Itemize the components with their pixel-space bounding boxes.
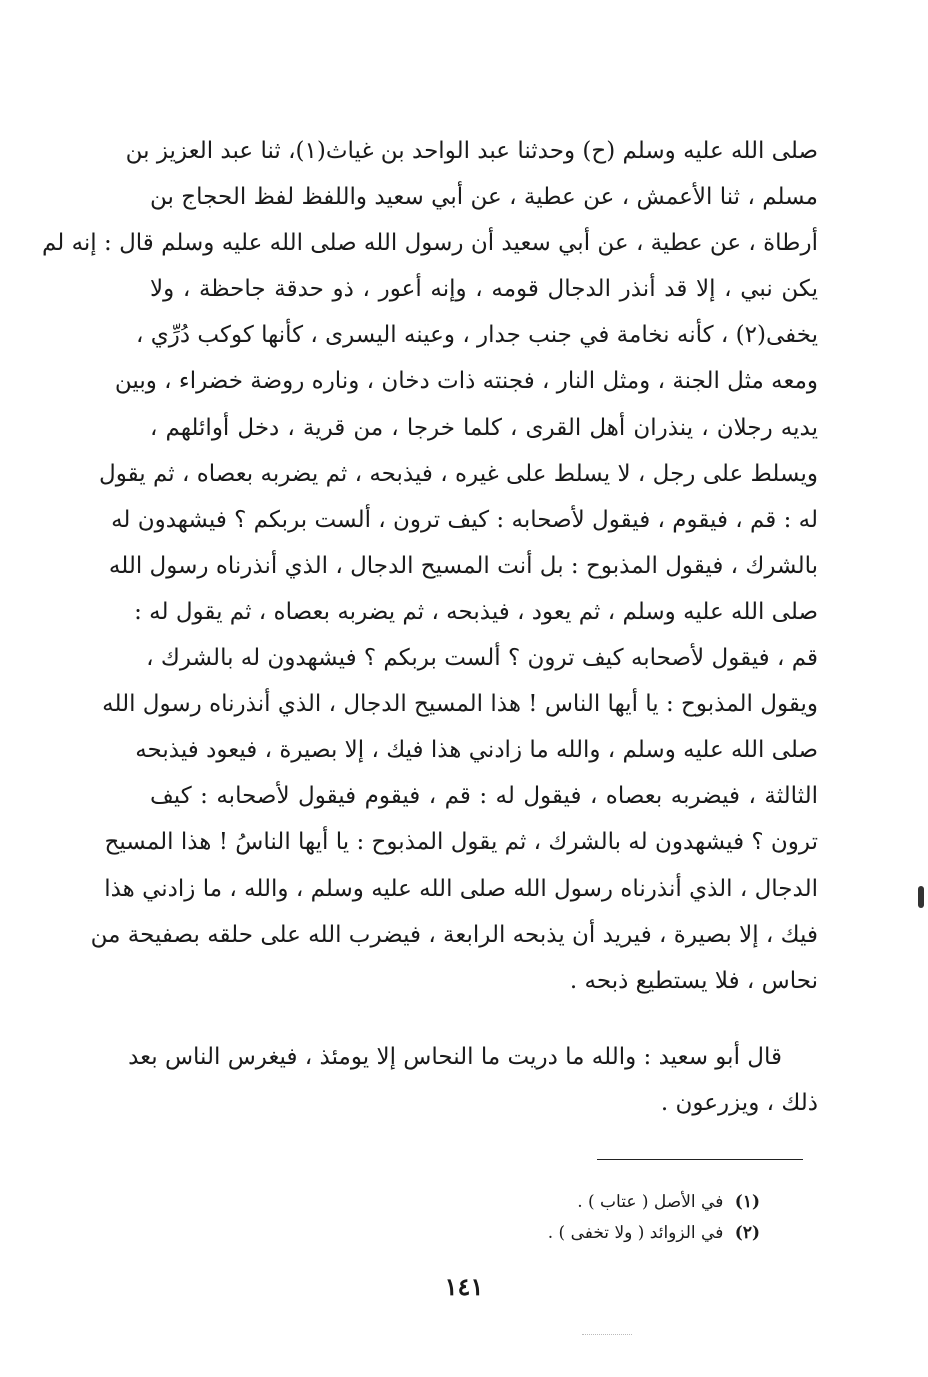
text-line: قال أبو سعيد : والله ما دريت ما النحاس إلا يومئذ ، فيغرس الناس بعد (128, 1044, 782, 1070)
footnote-item (400, 1218, 760, 1249)
text-line: ويسلط على رجل ، لا يسلط على غيره ، فيذبحه ، ثم يضربه بعصاه ، ثم يقول (99, 460, 818, 487)
text-line: يديه رجلان ، ينذران أهل القرى ، كلما خرجا ، من قرية ، دخل أوائلهم ، (150, 414, 818, 441)
footnotes (400, 1187, 760, 1249)
text-line: فيك ، إلا بصيرة ، فيريد أن يذبحه الرابعة ، فيضرب الله على حلقه بصفيحة من (90, 921, 818, 948)
text-line: الدجال ، الذي أنذرناه رسول الله صلى الله عليه وسلم ، والله ، ما زادني هذا (104, 875, 818, 902)
closing-paragraph (128, 1034, 818, 1126)
text-line: له : قم ، فيقوم ، فيقول لأصحابه : كيف ترون ، ألست بربكم ؟ فيشهدون له (111, 506, 818, 533)
text-line: ذلك ، ويزرعون . (660, 1090, 818, 1117)
footnote-item (400, 1187, 760, 1218)
text-line: صلى الله عليه وسلم ، ثم يعود ، فيذبحه ، ثم يضربه بعصاه ، ثم يقول له : (134, 598, 818, 625)
text-line: صلى الله عليه وسلم ، والله ما زادني هذا فيك ، إلا بصيرة ، فيعود فيذبحه (135, 737, 818, 764)
footnote-number: (١) (734, 1192, 760, 1212)
scan-edge-mark (918, 886, 924, 908)
text-line: ويقول المذبوح : يا أيها الناس ! هذا المسيح الدجال ، الذي أنذرناه رسول الله (102, 691, 818, 718)
text-line: أرطاة ، عن عطية ، عن أبي سعيد أن رسول الله صلى الله عليه وسلم قال : إنه لم (41, 230, 818, 257)
text-line: قم ، فيقول لأصحابه كيف ترون ؟ ألست بربكم ؟ فيشهدون له بالشرك ، (146, 645, 818, 672)
footnote-text: في الزوائد ( ولا تخفى ) . (547, 1223, 724, 1243)
footnote-number: (٢) (734, 1223, 760, 1243)
text-line: نحاس ، فلا يستطيع ذبحه . (569, 967, 818, 994)
text-line: يكن نبي ، إلا قد أنذر الدجال قومه ، وإنه أعور ، ذو حدقة جاحظة ، ولا (150, 276, 818, 303)
main-paragraph (41, 128, 818, 1004)
footnote-separator (597, 1159, 803, 1160)
scan-artifact (582, 1334, 632, 1335)
text-line: بالشرك ، فيقول المذبوح : بل أنت المسيح الدجال ، الذي أنذرناه رسول الله (108, 552, 818, 579)
text-line: مسلم ، ثنا الأعمش ، عن عطية ، عن أبي سعيد واللفظ لفظ الحجاج بن (150, 184, 818, 211)
text-line: ومعه مثل الجنة ، ومثل النار ، فجنته ذات دخان ، وناره روضة خضراء ، وبين (114, 368, 818, 395)
text-line: صلى الله عليه وسلم (ح) وحدثنا عبد الواحد بن غياث(١)، ثنا عبد العزيز بن (125, 138, 818, 164)
text-line: ترون ؟ فيشهدون له بالشرك ، ثم يقول المذبوح : يا أيها الناسُ ! هذا المسيح (104, 829, 818, 856)
page-number: ١٤١ (444, 1272, 484, 1301)
footnote-text: في الأصل ( عتاب ) . (577, 1192, 724, 1212)
text-line: يخفى(٢) ، كأنه نخامة في جنب جدار ، وعينه اليسرى ، كأنها كوكب دُرِّي ، (136, 322, 818, 349)
text-line: الثالثة ، فيضربه بعصاه ، فيقول له : قم ، فيقوم فيقول لأصحابه : كيف (150, 783, 818, 810)
